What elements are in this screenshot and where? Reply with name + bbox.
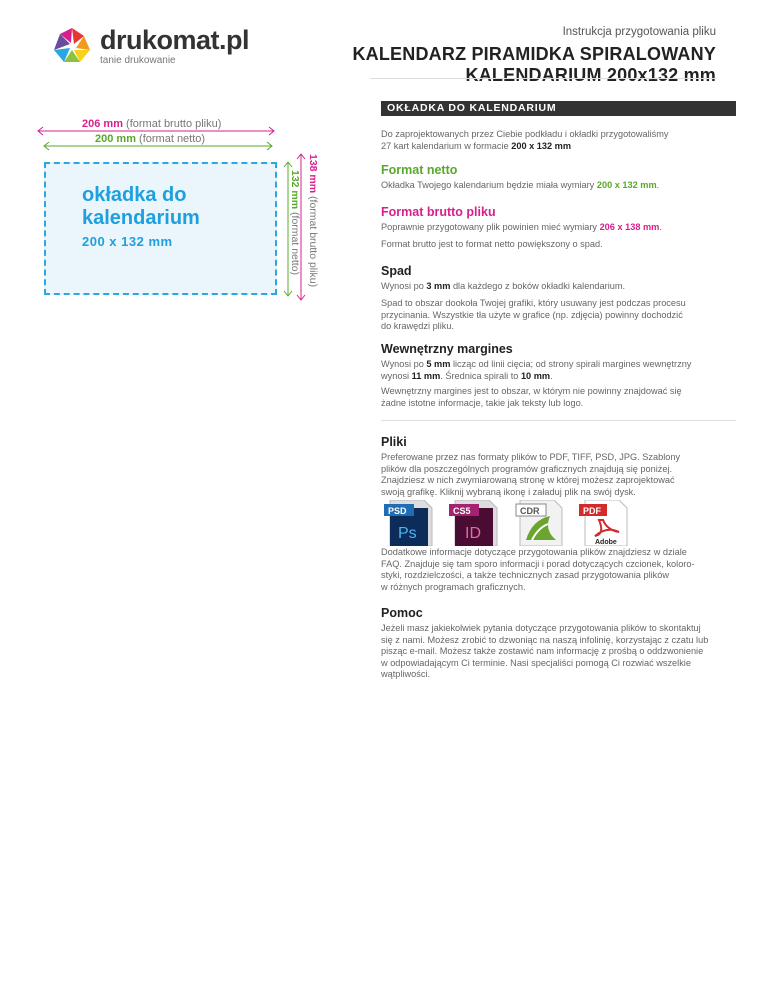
svg-text:Ps: Ps (398, 525, 417, 542)
svg-text:CS5: CS5 (453, 506, 471, 516)
spad-text: Wynosi po 3 mm dla każdego z boków okładki kalendarium. (381, 281, 626, 291)
document-subtitle: Instrukcja przygotowania pliku (562, 26, 716, 38)
section-bar: OKŁADKA DO KALENDARIUM (381, 101, 736, 116)
help-text: Jeżeli masz jakiekolwiek pytania dotyczące przygotowania plików to skontaktuj się z nami. Możesz zrobić to dzwoniąc na naszą infolinię, korzystając z czatu lub pisząc e-mail. Możesz także zostawić nam informację z prośbą o oddzwonienie w odpowiadającym Ci terminie. Nasi specjaliści pomogą Ci rozwiać wszelkie wątpliwości. (381, 623, 709, 679)
photoshop-icon[interactable] (384, 500, 439, 546)
files-extra-text: Dodatkowe informacje dotyczące przygotowania plików znajdziesz w dziale FAQ. Znajduje się tam sporo informacji i porad dotyczących czcionek, koloro- styki, rozdzielczości, a także technicznych zasad przygotowania plików w różnych programach graficznych. (381, 547, 695, 592)
logo-tagline: tanie drukowanie (100, 54, 176, 66)
intro-text: Do zaprojektowanych przez Ciebie podkładu i okładki przygotowaliśmy 27 kart kalendarium w formacie 200 x 132 mm (381, 129, 669, 151)
margin-text-2: Wewnętrzny margines jest to obszar, w którym nie powinny znajdować się żadne istotne informacje, takie jak teksty lub logo. (381, 386, 682, 408)
spad-heading: Spad (381, 264, 412, 278)
net-width-label: 200 mm (format netto) (95, 133, 206, 145)
logo[interactable] (50, 24, 249, 68)
net-width-arrow (42, 141, 274, 151)
file-template-icons (384, 500, 634, 546)
document-title-line1: KALENDARZ PIRAMIDKA SPIRALOWANY (352, 44, 716, 64)
coreldraw-icon[interactable] (514, 500, 569, 546)
svg-text:PSD: PSD (388, 506, 407, 516)
cover-size: 200 x 132 mm (82, 234, 173, 249)
files-heading: Pliki (381, 435, 407, 449)
spad-text-2: Spad to obszar dookoła Twojej grafiki, który usuwany jest podczas procesu przycinania. Wszystkie tła użyte w grafice (np. zdjęcia) powinny dochodzić do krawędzi pliku. (381, 298, 686, 331)
svg-text:CDR: CDR (520, 506, 540, 516)
document-header (352, 26, 716, 86)
brutto-text: Poprawnie przygotowany plik powinien mieć wymiary 206 x 138 mm. (381, 222, 662, 232)
netto-heading: Format netto (381, 163, 458, 177)
logo-name: drukomat.pl (100, 24, 250, 55)
svg-text:PDF: PDF (583, 506, 601, 516)
net-height-label: 132 mm (format netto) (289, 170, 301, 276)
document-title-line2: KALENDARIUM 200x132 mm (465, 65, 716, 85)
indesign-icon[interactable] (449, 500, 504, 546)
header-divider (370, 78, 716, 79)
brutto-text-2: Format brutto jest to format netto powiększony o spad. (381, 239, 603, 249)
margin-text: Wynosi po 5 mm licząc od linii cięcia; od strony spirali margines wewnętrzny wynosi 11 mm. Średnica spirali to 10 mm. (381, 359, 692, 381)
files-text: Preferowane przez nas formaty plików to PDF, TIFF, PSD, JPG. Szablony plików dla poszczególnych programów graficznych znajdują się poniżej. Znajdziesz w nich zwymiarowaną stronę w której możesz zaprojektować swoją grafikę. Kliknij wybraną ikonę i załaduj plik na swój dysk. (381, 452, 681, 497)
gross-height-label: 138 mm (format brutto pliku) (307, 154, 319, 288)
logo-mark-icon (50, 24, 94, 68)
brutto-heading: Format brutto pliku (381, 205, 496, 219)
svg-text:ID: ID (465, 525, 481, 542)
section-divider (381, 420, 736, 421)
pdf-icon[interactable] (579, 500, 634, 546)
gross-width-label: 206 mm (format brutto pliku) (82, 118, 222, 130)
svg-text:Adobe: Adobe (595, 539, 617, 546)
cover-title: okładka do kalendarium (82, 184, 200, 229)
help-heading: Pomoc (381, 606, 423, 620)
netto-text: Okładka Twojego kalendarium będzie miała wymiary 200 x 132 mm. (381, 180, 660, 190)
margin-heading: Wewnętrzny margines (381, 342, 513, 356)
